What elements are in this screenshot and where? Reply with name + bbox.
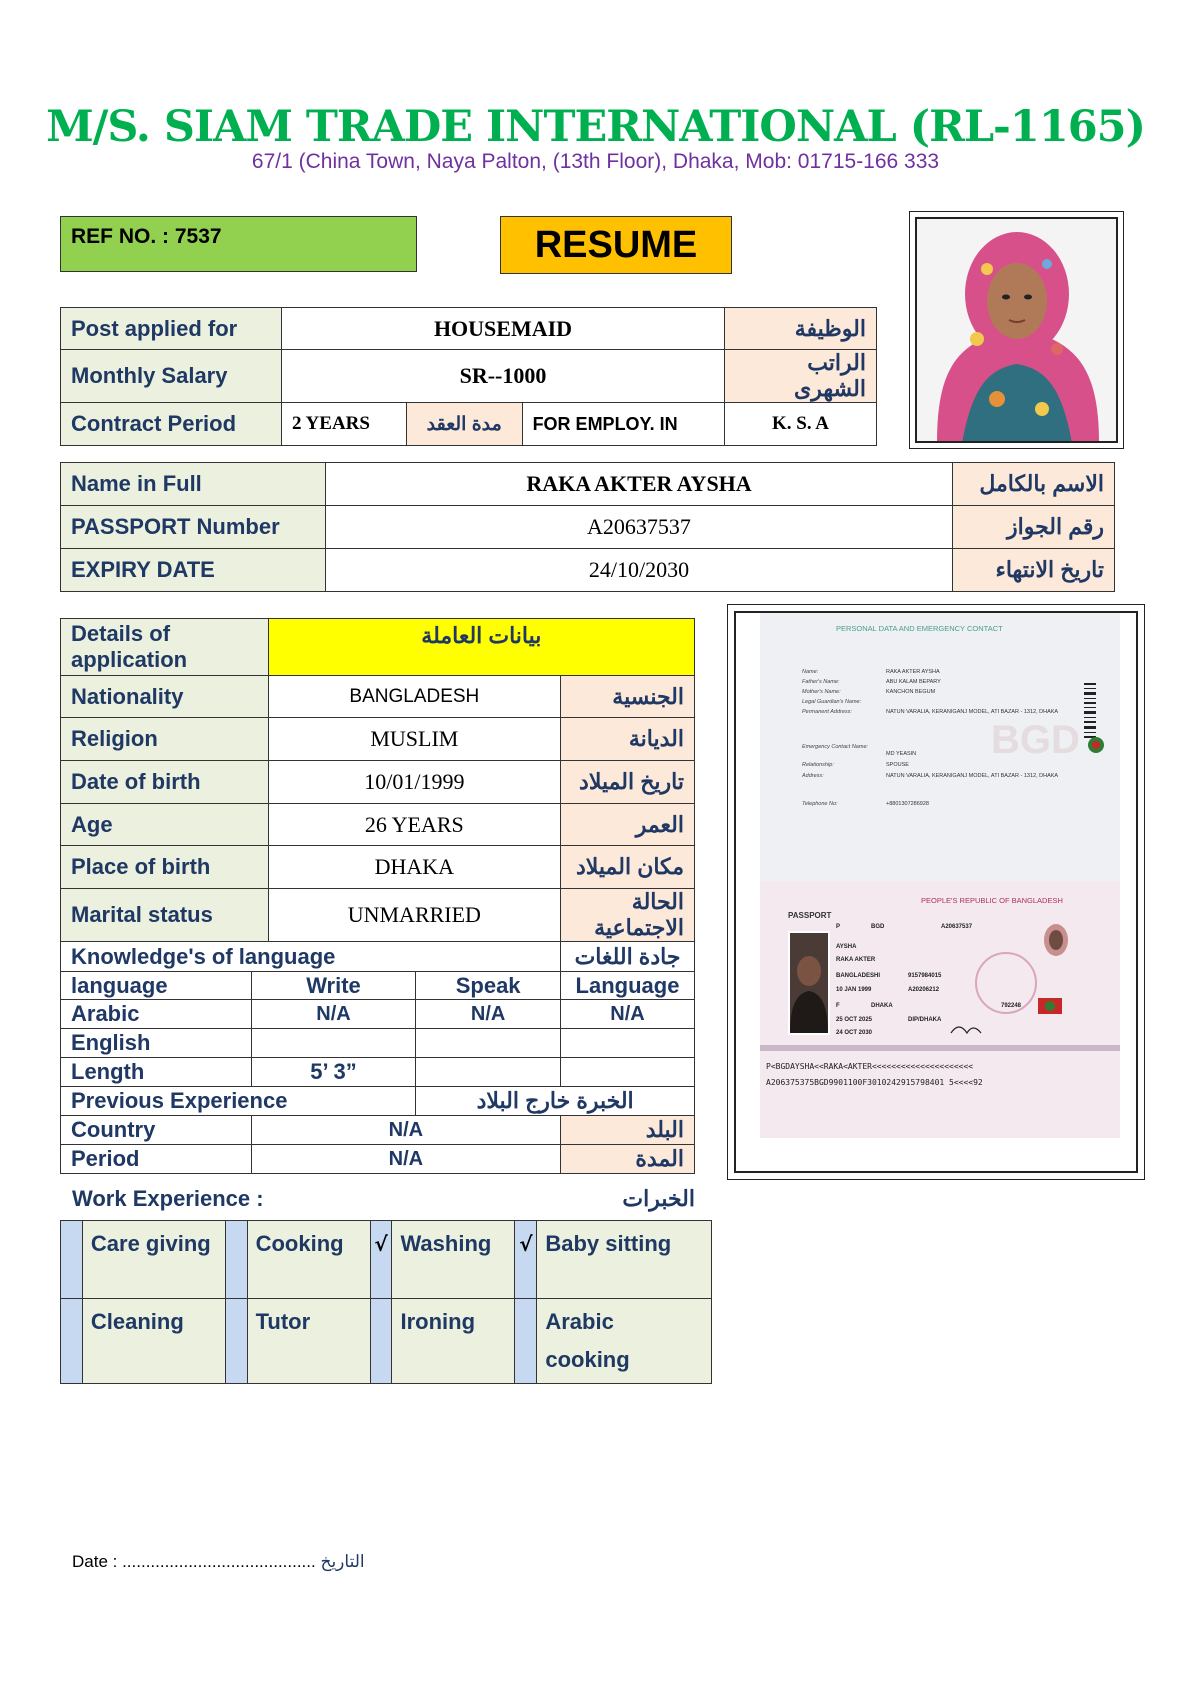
post-value: HOUSEMAID — [282, 308, 725, 350]
post-label: Post applied for — [61, 308, 282, 350]
svg-text:9157984015: 9157984015 — [908, 973, 942, 979]
post-arabic: الوظيفة — [725, 308, 877, 350]
care-giving-label: Care giving — [82, 1221, 225, 1299]
contract-label: Contract Period — [61, 403, 282, 446]
passport-scan — [727, 604, 1145, 1180]
svg-text:Father's Name:: Father's Name: — [802, 679, 840, 685]
svg-text:NATUN VARALIA, KERANIGANJ MODE: NATUN VARALIA, KERANIGANJ MODEL, ATI BAZAR - 1312, DHAKA — [886, 709, 1059, 715]
work-experience-arabic: الخبرات — [622, 1186, 695, 1211]
svg-text:RAKA AKTER AYSHA: RAKA AKTER AYSHA — [886, 669, 940, 675]
religion-arabic: الديانة — [561, 718, 695, 761]
name-value: RAKA AKTER AYSHA — [326, 463, 953, 506]
baby-sitting-check[interactable]: √ — [515, 1221, 537, 1299]
passport-arabic: رقم الجواز — [953, 506, 1115, 549]
nationality-arabic: الجنسية — [561, 676, 695, 718]
ref-number: REF NO. : 7537 — [60, 216, 417, 272]
lang-arabic-speak: N/A — [416, 1000, 561, 1029]
country-arabic: البلد — [561, 1116, 695, 1145]
svg-text:Legal Guardian's Name:: Legal Guardian's Name: — [802, 699, 862, 705]
scan-section-title: PERSONAL DATA AND EMERGENCY CONTACT — [836, 624, 1003, 633]
knowledge-arabic: جادة اللغات — [561, 942, 695, 972]
country-label: Country — [61, 1116, 252, 1145]
pob-value: DHAKA — [268, 846, 560, 889]
cleaning-label: Cleaning — [82, 1299, 225, 1384]
date-label: Date : ......................................... — [72, 1552, 316, 1571]
period-value: N/A — [251, 1145, 560, 1174]
pob-label: Place of birth — [61, 846, 269, 889]
company-address: 67/1 (China Town, Naya Palton, (13th Floor), Dhaka, Mob: 01715-166 333 — [251, 150, 940, 173]
lang-header-speak: Speak — [416, 972, 561, 1000]
washing-check[interactable]: √ — [370, 1221, 392, 1299]
baby-sitting-label: Baby sitting — [537, 1221, 712, 1299]
marital-arabic: الحالة الاجتماعية — [561, 889, 695, 942]
svg-text:792248: 792248 — [1001, 1003, 1022, 1009]
age-value: 26 YEARS — [268, 804, 560, 846]
lang-english-speak — [416, 1029, 561, 1058]
lang-header-language: language — [61, 972, 252, 1000]
svg-text:Name:: Name: — [802, 669, 819, 675]
svg-text:RAKA AKTER: RAKA AKTER — [836, 957, 876, 963]
svg-text:24 OCT 2030: 24 OCT 2030 — [836, 1030, 873, 1036]
religion-label: Religion — [61, 718, 269, 761]
svg-text:Telephone No:: Telephone No: — [802, 801, 838, 807]
svg-text:NATUN VARALIA, KERANIGANJ MODE: NATUN VARALIA, KERANIGANJ MODEL, ATI BAZAR - 1312, DHAKA — [886, 773, 1059, 779]
svg-text:Permanent Address:: Permanent Address: — [802, 709, 852, 715]
lang-arabic-language: N/A — [561, 1000, 695, 1029]
employ-label: FOR EMPLOY. IN — [522, 403, 724, 446]
age-label: Age — [61, 804, 269, 846]
details-table — [60, 618, 695, 1174]
dob-arabic: تاريخ الميلاد — [561, 761, 695, 804]
arabic-cooking-label: Arabic cooking — [537, 1299, 712, 1384]
name-arabic: الاسم بالكامل — [953, 463, 1115, 506]
identity-table — [60, 462, 1115, 592]
svg-text:Emergency Contact Name:: Emergency Contact Name: — [802, 744, 869, 750]
passport-value: A20637537 — [326, 506, 953, 549]
scan-country-header: PEOPLE'S REPUBLIC OF BANGLADESH — [921, 896, 1063, 905]
salary-arabic: الراتب الشهرى — [725, 350, 877, 403]
svg-text:DHAKA: DHAKA — [871, 1003, 893, 1009]
prev-exp-label: Previous Experience — [61, 1087, 416, 1116]
contract-value: 2 YEARS — [282, 403, 407, 446]
lang-english-language — [561, 1029, 695, 1058]
tutor-check[interactable] — [225, 1299, 247, 1384]
expiry-value: 24/10/2030 — [326, 549, 953, 592]
svg-text:25 OCT 2025: 25 OCT 2025 — [836, 1017, 873, 1023]
religion-value: MUSLIM — [268, 718, 560, 761]
expiry-arabic: تاريخ الانتهاء — [953, 549, 1115, 592]
cleaning-check[interactable] — [61, 1299, 83, 1384]
work-experience-table — [60, 1220, 712, 1384]
cooking-check[interactable] — [225, 1221, 247, 1299]
dob-value: 10/01/1999 — [268, 761, 560, 804]
svg-text:Address:: Address: — [802, 773, 824, 779]
svg-text:MD YEASIN: MD YEASIN — [886, 751, 917, 757]
nationality-value: BANGLADESH — [268, 676, 560, 718]
tutor-label: Tutor — [247, 1299, 370, 1384]
svg-text:A20206212: A20206212 — [908, 987, 940, 993]
care-giving-check[interactable] — [61, 1221, 83, 1299]
date-line — [72, 1552, 365, 1572]
expiry-label: EXPIRY DATE — [61, 549, 326, 592]
job-table — [60, 307, 877, 446]
svg-text:DIP/DHAKA: DIP/DHAKA — [908, 1017, 942, 1023]
svg-text:BANGLADESHI: BANGLADESHI — [836, 973, 881, 979]
svg-text:Mother's Name:: Mother's Name: — [802, 689, 841, 695]
washing-label: Washing — [392, 1221, 515, 1299]
knowledge-label: Knowledge's of language — [61, 942, 561, 972]
lang-header-write: Write — [251, 972, 416, 1000]
lang-header-language2: Language — [561, 972, 695, 1000]
svg-text:BGD: BGD — [991, 718, 1080, 762]
details-header-arabic: بيانات العاملة — [268, 619, 694, 676]
employ-value: K. S. A — [725, 403, 877, 446]
resume-title: RESUME — [500, 216, 732, 274]
passport-label: PASSPORT Number — [61, 506, 326, 549]
svg-text:F: F — [836, 1003, 840, 1009]
svg-text:BGD: BGD — [871, 924, 885, 930]
length-value: 5’ 3” — [251, 1058, 416, 1087]
svg-text:PASSPORT: PASSPORT — [788, 911, 832, 920]
lang-english-label: English — [61, 1029, 252, 1058]
contract-arabic: مدة العقد — [406, 403, 522, 446]
marital-label: Marital status — [61, 889, 269, 942]
ironing-label: Ironing — [392, 1299, 515, 1384]
applicant-photo — [909, 211, 1124, 449]
salary-label: Monthly Salary — [61, 350, 282, 403]
nationality-label: Nationality — [61, 676, 269, 718]
svg-text:P: P — [836, 924, 841, 930]
lang-english-write — [251, 1029, 416, 1058]
arabic-cooking-check[interactable] — [515, 1299, 537, 1384]
scan-mrz-line2: A206375375BGD9901100F3010242915798401 5<<<<92 — [766, 1078, 983, 1087]
passport-scan-image — [736, 613, 1138, 1173]
length-label: Length — [61, 1058, 252, 1087]
ironing-check[interactable] — [370, 1299, 392, 1384]
svg-text:+8801307286928: +8801307286928 — [886, 801, 929, 807]
svg-text:Relationship:: Relationship: — [802, 762, 834, 768]
marital-value: UNMARRIED — [268, 889, 560, 942]
age-arabic: العمر — [561, 804, 695, 846]
date-arabic: التاريخ — [320, 1552, 365, 1571]
svg-text:10 JAN 1999: 10 JAN 1999 — [836, 987, 872, 993]
pob-arabic: مكان الميلاد — [561, 846, 695, 889]
svg-text:AYSHA: AYSHA — [836, 944, 857, 950]
details-header-label: Details of application — [61, 619, 269, 676]
svg-text:ABU KALAM BEPARY: ABU KALAM BEPARY — [886, 679, 941, 685]
name-label: Name in Full — [61, 463, 326, 506]
svg-text:KANCHON BEGUM: KANCHON BEGUM — [886, 689, 936, 695]
svg-text:A20637537: A20637537 — [941, 924, 973, 930]
prev-exp-arabic: الخبرة خارج البلاد — [416, 1087, 695, 1116]
scan-mrz-line1: P<BGDAYSHA<<RAKA<AKTER<<<<<<<<<<<<<<<<<<<<< — [766, 1062, 974, 1071]
country-value: N/A — [251, 1116, 560, 1145]
dob-label: Date of birth — [61, 761, 269, 804]
salary-value: SR--1000 — [282, 350, 725, 403]
company-name: M/S. SIAM TRADE INTERNATIONAL (RL-1165) — [46, 102, 1145, 152]
svg-text:SPOUSE: SPOUSE — [886, 762, 909, 768]
period-label: Period — [61, 1145, 252, 1174]
period-arabic: المدة — [561, 1145, 695, 1174]
portrait-image — [917, 219, 1118, 443]
cooking-label: Cooking — [247, 1221, 370, 1299]
work-experience-title: Work Experience : — [72, 1186, 264, 1211]
lang-arabic-label: Arabic — [61, 1000, 252, 1029]
lang-arabic-write: N/A — [251, 1000, 416, 1029]
